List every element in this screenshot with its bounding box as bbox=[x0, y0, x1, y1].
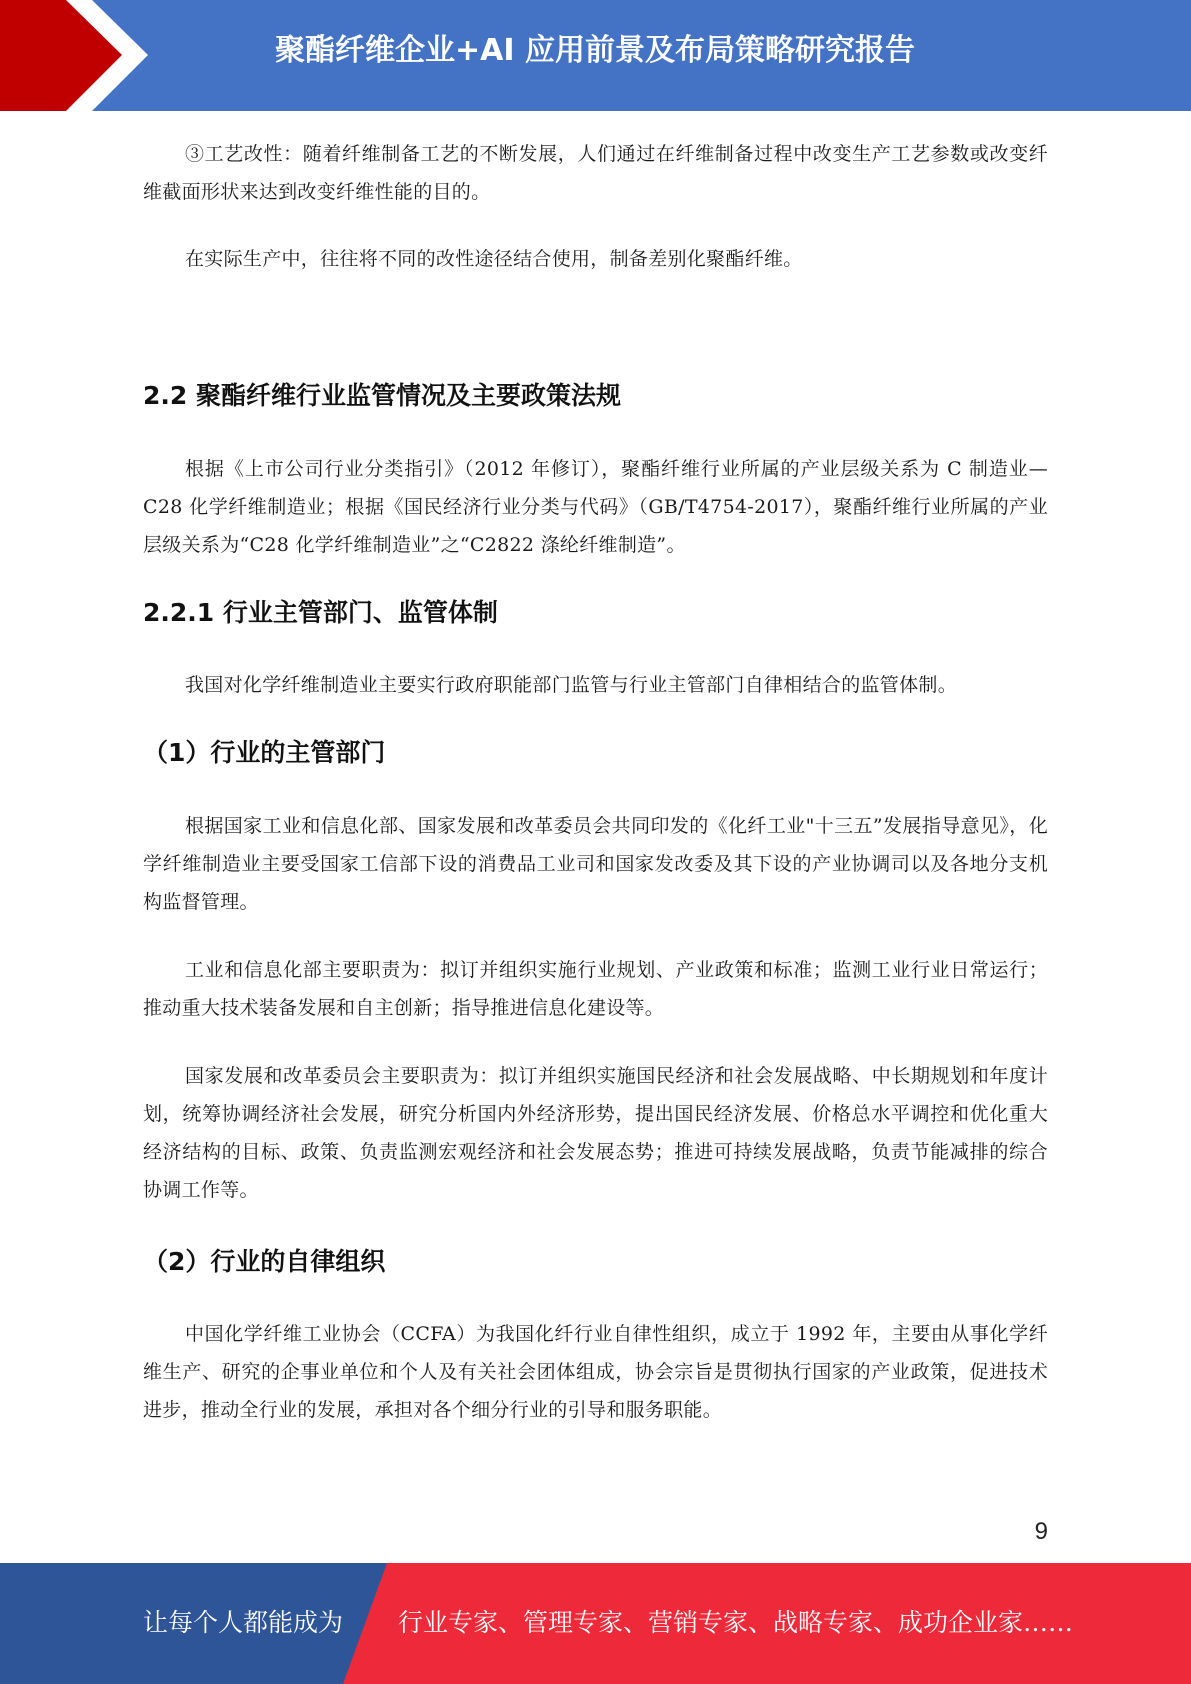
paragraph-department-basis: 根据国家工业和信息化部、国家发展和改革委员会共同印发的《化纤工业"十三五”发展指导意见》，化学纤维制造业主要受国家工信部下设的消费品工业司和国家发改委及其下设的产业协调司以及各地分支机构监督管理。 bbox=[143, 815, 1048, 913]
paragraph-regulatory-system: 我国对化学纤维制造业主要实行政府职能部门监管与行业主管部门自律相结合的监管体制。 bbox=[185, 674, 958, 696]
paragraph-process-modification: ③工艺改性：随着纤维制备工艺的不断发展，人们通过在纤维制备过程中改变生产工艺参数或改变纤维截面形状来达到改变纤维性能的目的。 bbox=[143, 143, 1048, 203]
footer-slogan-right: 行业专家、管理专家、营销专家、战略专家、成功企业家…… bbox=[398, 1608, 1074, 1637]
section-heading-2-2-1: 2.2.1 行业主管部门、监管体制 bbox=[143, 598, 498, 627]
subheading-competent-department: （1）行业的主管部门 bbox=[143, 738, 386, 767]
section-heading-2-2: 2.2 聚酯纤维行业监管情况及主要政策法规 bbox=[143, 381, 621, 410]
paragraph-ndrc-duties: 国家发展和改革委员会主要职责为：拟订并组织实施国民经济和社会发展战略、中长期规划和年度计划，统筹协调经济社会发展，研究分析国内外经济形势，提出国民经济发展、价格总水平调控和优化重大经济结构的目标、政策、负责监测宏观经济和社会发展态势；推进可持续发展战略，负责节能减排的综合协调工作等。 bbox=[143, 1065, 1048, 1201]
footer-slogan-left: 让每个人都能成为 bbox=[143, 1608, 344, 1637]
paragraph-combined-modification: 在实际生产中，往往将不同的改性途径结合使用，制备差别化聚酯纤维。 bbox=[185, 248, 803, 270]
header-title: 聚酯纤维企业+AI 应用前景及布局策略研究报告 bbox=[275, 33, 915, 68]
subheading-self-regulatory-org: （2）行业的自律组织 bbox=[143, 1247, 386, 1276]
paragraph-industry-classification: 根据《上市公司行业分类指引》（2012 年修订），聚酯纤维行业所属的产业层级关系为 C 制造业—C28 化学纤维制造业；根据《国民经济行业分类与代码》（GB/T4754-2017），聚酯纤维行业所属的产业层级关系为“C28 化学纤维制造业”之“C2822 涤纶纤维制造”。 bbox=[143, 458, 1048, 556]
page-number: 9 bbox=[1034, 1518, 1048, 1545]
page-header bbox=[0, 0, 1191, 111]
paragraph-ccfa: 中国化学纤维工业协会（CCFA）为我国化纤行业自律性组织，成立于 1992 年，主要由从事化学纤维生产、研究的企事业单位和个人及有关社会团体组成，协会宗旨是贯彻执行国家的产业政策，促进技术进步，推动全行业的发展，承担对各个细分行业的引导和服务职能。 bbox=[143, 1323, 1048, 1421]
paragraph-miit-duties: 工业和信息化部主要职责为：拟订并组织实施行业规划、产业政策和标准；监测工业行业日常运行；推动重大技术装备发展和自主创新；指导推进信息化建设等。 bbox=[143, 959, 1048, 1019]
page-footer bbox=[0, 1563, 1191, 1684]
